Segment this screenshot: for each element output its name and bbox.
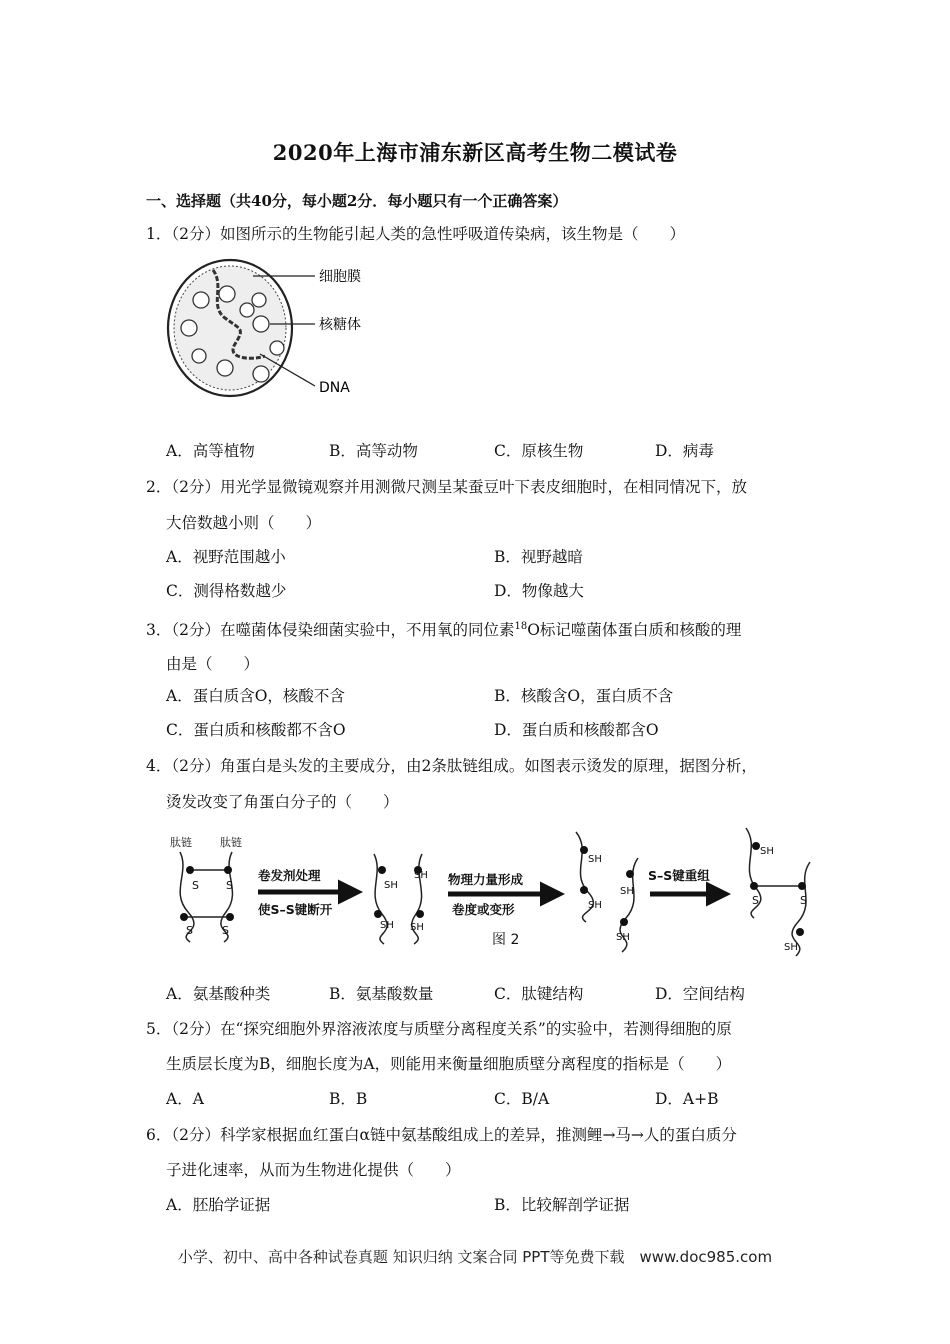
- q4-arrow2-top: 物理力量形成: [448, 872, 524, 887]
- q5-option-d[interactable]: D．A+B: [655, 1090, 719, 1108]
- q1-label-dna: DNA: [319, 380, 350, 396]
- q6-option-b[interactable]: B．比较解剖学证据: [494, 1196, 630, 1214]
- q6-option-a[interactable]: A．胚胎学证据: [166, 1196, 271, 1214]
- q4-sh-6: SH: [588, 900, 602, 911]
- page-footer: 小学、初中、高中各种试卷真题 知识归纳 文案合同 PPT等免费下载 www.doc985.com: [177, 1248, 773, 1266]
- q1-label-membrane: 细胞膜: [319, 269, 361, 285]
- q2-option-b[interactable]: B．视野越暗: [494, 548, 583, 566]
- q4-arrow3-top: S–S键重组: [648, 868, 710, 883]
- q4-option-b[interactable]: B．氨基酸数量: [329, 985, 434, 1003]
- q4-chain-label-left: 肽链: [170, 836, 192, 849]
- q4-sh-7: SH: [620, 886, 634, 897]
- q4-s-1: S: [192, 879, 199, 892]
- q4-arrow1-top: 卷发剂处理: [258, 868, 321, 883]
- question-3-stem: 3．（2分）在噬菌体侵染细菌实验中，不用氧的同位素$^{18}$O标记噬菌体蛋白质和核酸的理: [146, 621, 742, 640]
- q4-sh-8: SH: [616, 932, 630, 943]
- q3-option-b[interactable]: B．核酸含O，蛋白质不含: [494, 687, 674, 705]
- q4-s-6: S: [800, 894, 807, 907]
- q4-option-a[interactable]: A．氨基酸种类: [166, 985, 271, 1003]
- q5-option-b[interactable]: B．B: [329, 1090, 368, 1108]
- q4-option-d[interactable]: D．空间结构: [655, 985, 745, 1003]
- q3-option-d[interactable]: D．蛋白质和核酸都含O: [494, 721, 659, 739]
- q4-sh-4: SH: [410, 922, 424, 933]
- question-6-stem: 6．（2分）科学家根据血红蛋白α链中氨基酸组成上的差异，推测鲤→马→人的蛋白质分: [146, 1126, 737, 1144]
- question-6-stem-cont: 子进化速率，从而为生物进化提供（ ）: [166, 1161, 461, 1179]
- question-3-stem-cont: 由是（ ）: [166, 655, 260, 673]
- q1-option-b[interactable]: B．高等动物: [329, 442, 418, 460]
- question-4-stem-cont: 烫发改变了角蛋白分子的（ ）: [166, 793, 399, 811]
- q4-s-3: S: [186, 924, 193, 937]
- q1-option-d[interactable]: D．病毒: [655, 442, 714, 460]
- q4-s-4: S: [222, 924, 229, 937]
- q1-option-a[interactable]: A．高等植物: [166, 442, 255, 460]
- q5-option-c[interactable]: C．B/A: [494, 1090, 550, 1108]
- q4-option-c[interactable]: C．肽键结构: [494, 985, 584, 1003]
- q2-option-d[interactable]: D．物像越大: [494, 582, 584, 600]
- q4-s-2: S: [226, 879, 233, 892]
- q4-sh-9: SH: [760, 846, 774, 857]
- q1-bacterium-figure: [165, 256, 385, 416]
- q4-s-5: S: [752, 894, 759, 907]
- question-5-stem-cont: 生质层长度为B，细胞长度为A，则能用来衡量细胞质壁分离程度的指标是（ ）: [166, 1055, 732, 1073]
- question-2-stem-cont: 大倍数越小则（ ）: [166, 514, 322, 532]
- section-heading: 一、选择题（共40分，每小题2分．每小题只有一个正确答案）: [146, 192, 568, 210]
- q4-figure-caption: 图 2: [492, 932, 520, 948]
- q4-sh-1: SH: [384, 880, 398, 891]
- q3-option-c[interactable]: C．蛋白质和核酸都不含O: [166, 721, 346, 739]
- q1-label-ribosome: 核糖体: [319, 317, 361, 333]
- q4-sh-2: SH: [414, 870, 428, 881]
- q4-arrow1-bottom: 使S–S键断开: [258, 902, 333, 917]
- q4-sh-3: SH: [380, 920, 394, 931]
- q4-arrow2-bottom: 卷度或变形: [452, 902, 515, 917]
- q2-option-c[interactable]: C．测得格数越少: [166, 582, 287, 600]
- question-1-stem: 1．（2分）如图所示的生物能引起人类的急性呼吸道传染病，该生物是（ ）: [146, 225, 685, 243]
- q5-option-a[interactable]: A．A: [166, 1090, 204, 1108]
- q4-perm-figure: [160, 822, 820, 962]
- q3-option-a[interactable]: A．蛋白质含O，核酸不含: [166, 687, 345, 705]
- question-5-stem: 5．（2分）在“探究细胞外界溶液浓度与质壁分离程度关系”的实验中，若测得细胞的原: [146, 1020, 732, 1038]
- q4-sh-5: SH: [588, 854, 602, 865]
- question-4-stem: 4．（2分）角蛋白是头发的主要成分，由2条肽链组成。如图表示烫发的原理，据图分析，: [146, 757, 757, 775]
- q4-sh-10: SH: [784, 942, 798, 953]
- page-title: 2020年上海市浦东新区高考生物二模试卷: [272, 140, 678, 165]
- q2-option-a[interactable]: A．视野范围越小: [166, 548, 286, 566]
- question-2-stem: 2．（2分）用光学显微镜观察并用测微尺测呈某蚕豆叶下表皮细胞时，在相同情况下，放: [146, 478, 747, 496]
- q1-option-c[interactable]: C．原核生物: [494, 442, 584, 460]
- q4-chain-label-right: 肽链: [220, 836, 242, 849]
